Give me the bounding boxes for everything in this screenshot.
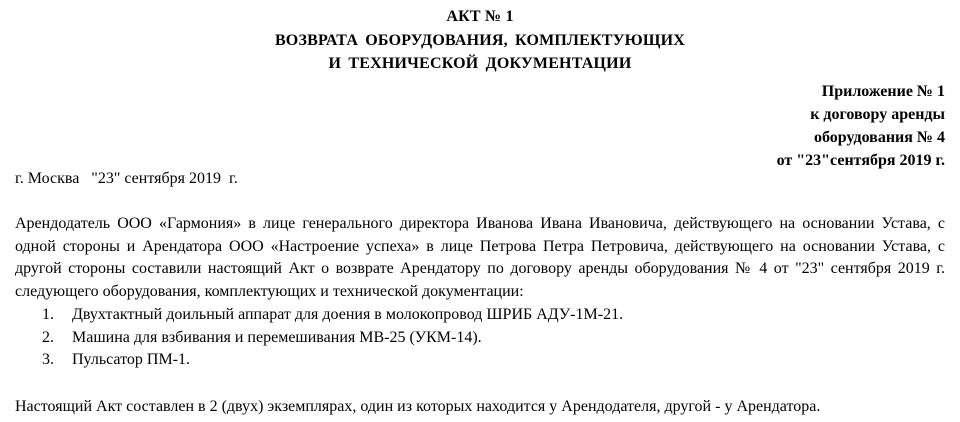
list-item-number: 1. [42,306,54,323]
list-item [0,349,960,372]
list-item-text: Двухтактный доильный аппарат для доения в молокопровод ШРИБ АДУ-1М-21. [72,306,624,323]
list-item [0,304,960,327]
appendix-line-2: к договору аренды [810,106,945,123]
body-paragraph: Арендодатель ООО «Гармония» в лице генерального директора Иванова Ивана Ивановича, действующего на основании Устава, с одной стороны и Арендатора ООО «Настроение успеха» в лице Петрова Петра Петровича, действующего на основании Устава, с другой стороны составили настоящий Акт о возврате Арендатору по договору аренды оборудования № 4 от "23" сентября 2019 г. следующего оборудования, комплектующих и технической документации: [15,215,945,300]
list-item-text: Пульсатор ПМ-1. [72,351,191,368]
appendix-line-1: Приложение № 1 [821,83,945,100]
equipment-list [0,304,960,372]
appendix-line-4: от "23"сентября 2019 г. [776,152,945,169]
document-title-line-1: АКТ № 1 [446,8,514,25]
appendix-line-3: оборудования № 4 [814,129,945,146]
document-title-line-2: ВОЗВРАТА ОБОРУДОВАНИЯ, КОМПЛЕКТУЮЩИХ [274,32,686,49]
list-item [0,327,960,350]
list-item-number: 3. [42,351,54,368]
list-item-text: Машина для взбивания и перемешивания МВ-25 (УКМ-14). [72,328,482,346]
place-and-date: г. Москва "23" сентября 2019 г. [15,170,238,187]
document-title-line-3: И ТЕХНИЧЕСКОЙ ДОКУМЕНТАЦИИ [328,55,632,72]
appendix-block [777,80,945,172]
closing-statement: Настоящий Акт составлен в 2 (двух) экземплярах, один из которых находится у Арендодателя, другой - у Арендатора. [15,398,821,415]
list-item-number: 2. [42,328,54,346]
